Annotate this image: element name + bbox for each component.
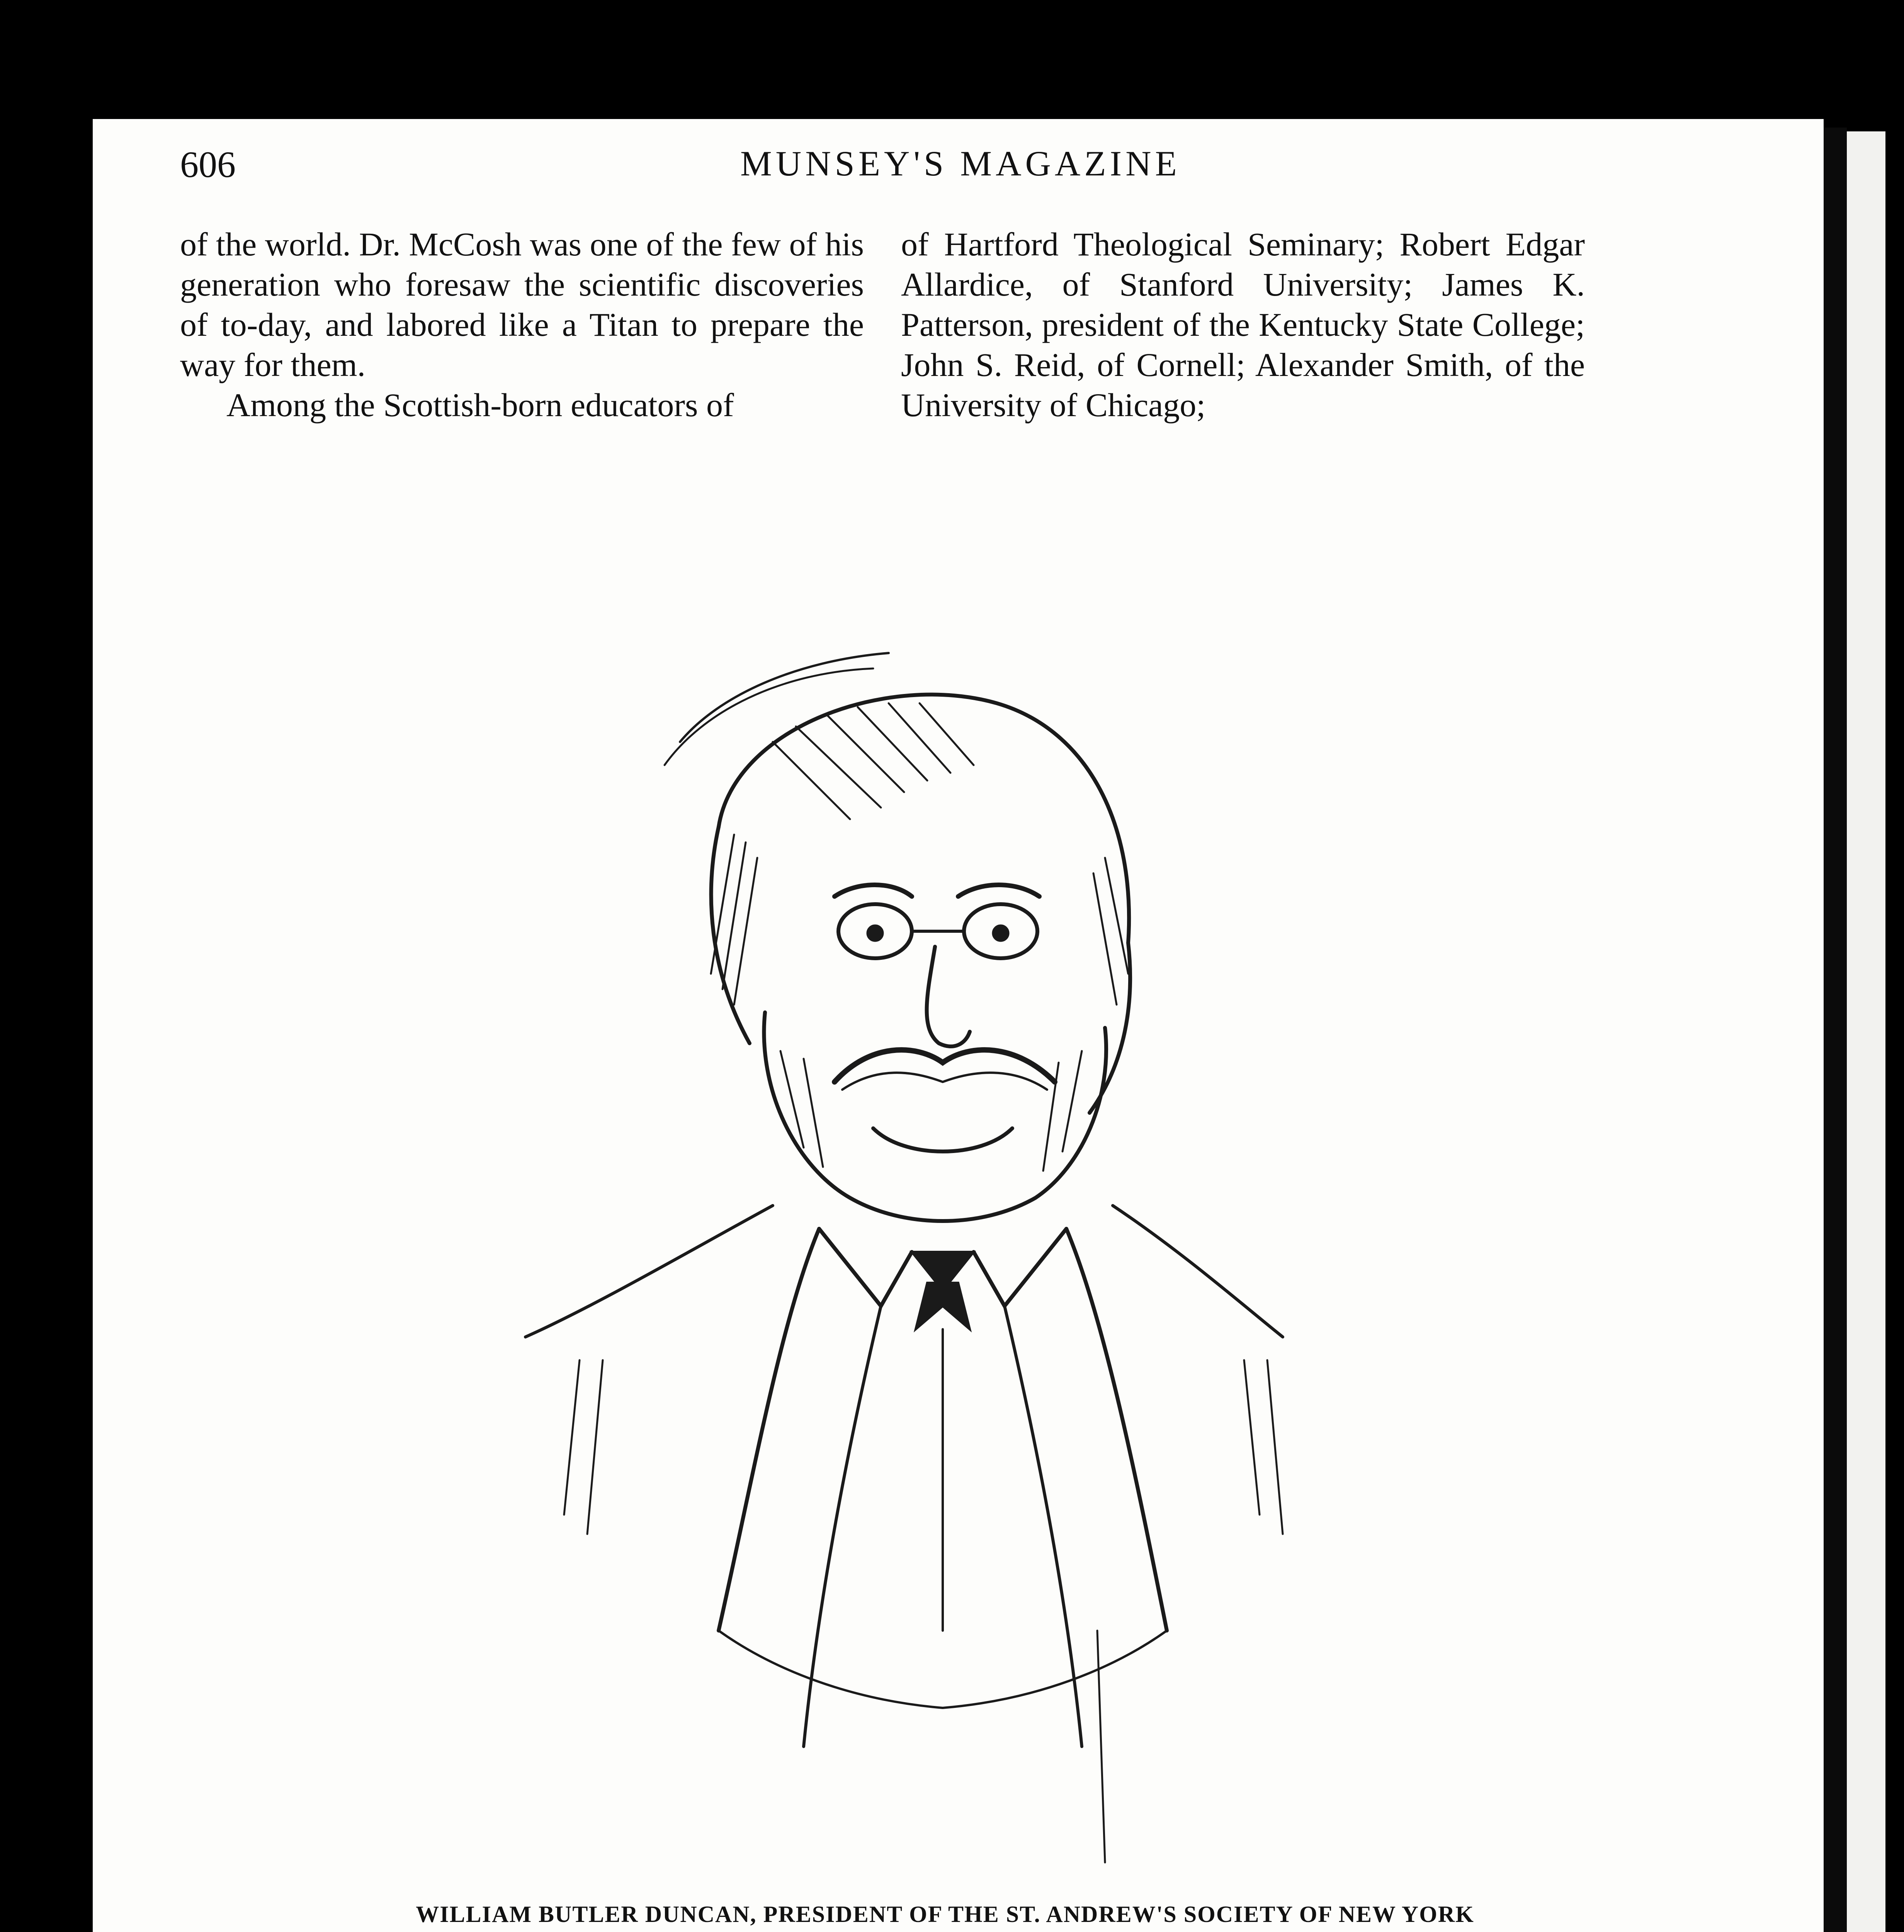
top-left-column [180, 224, 864, 425]
portrait-illustration [502, 626, 1352, 1870]
paragraph: of the world. Dr. McCosh was one of the few of his generation who foresaw the scientific discoveries of to-day, and labored like a Titan to prepare the way for them. [180, 226, 864, 383]
adjacent-page-edge [1847, 131, 1885, 1932]
paragraph: Among the Scottish-born educators of [226, 386, 734, 423]
paragraph: of Hartford Theological Seminary; Robert Edgar Allardice, of Stanford University; James K. Patterson, president of the Kentucky State College; John S. Reid, of Cornell; Alexander Smith, of the University of Chicago; [901, 226, 1585, 423]
binding-shadow [1824, 128, 1847, 1932]
page-number: 606 [180, 144, 236, 185]
top-right-column [901, 224, 1585, 425]
running-title: MUNSEY'S MAGAZINE [740, 144, 1181, 183]
caption-title: WILLIAM BUTLER DUNCAN, PRESIDENT OF THE ST. ANDREW'S SOCIETY OF NEW YORK [416, 1901, 1474, 1927]
illustration-caption [180, 1901, 1710, 1932]
page-header [180, 143, 1668, 201]
